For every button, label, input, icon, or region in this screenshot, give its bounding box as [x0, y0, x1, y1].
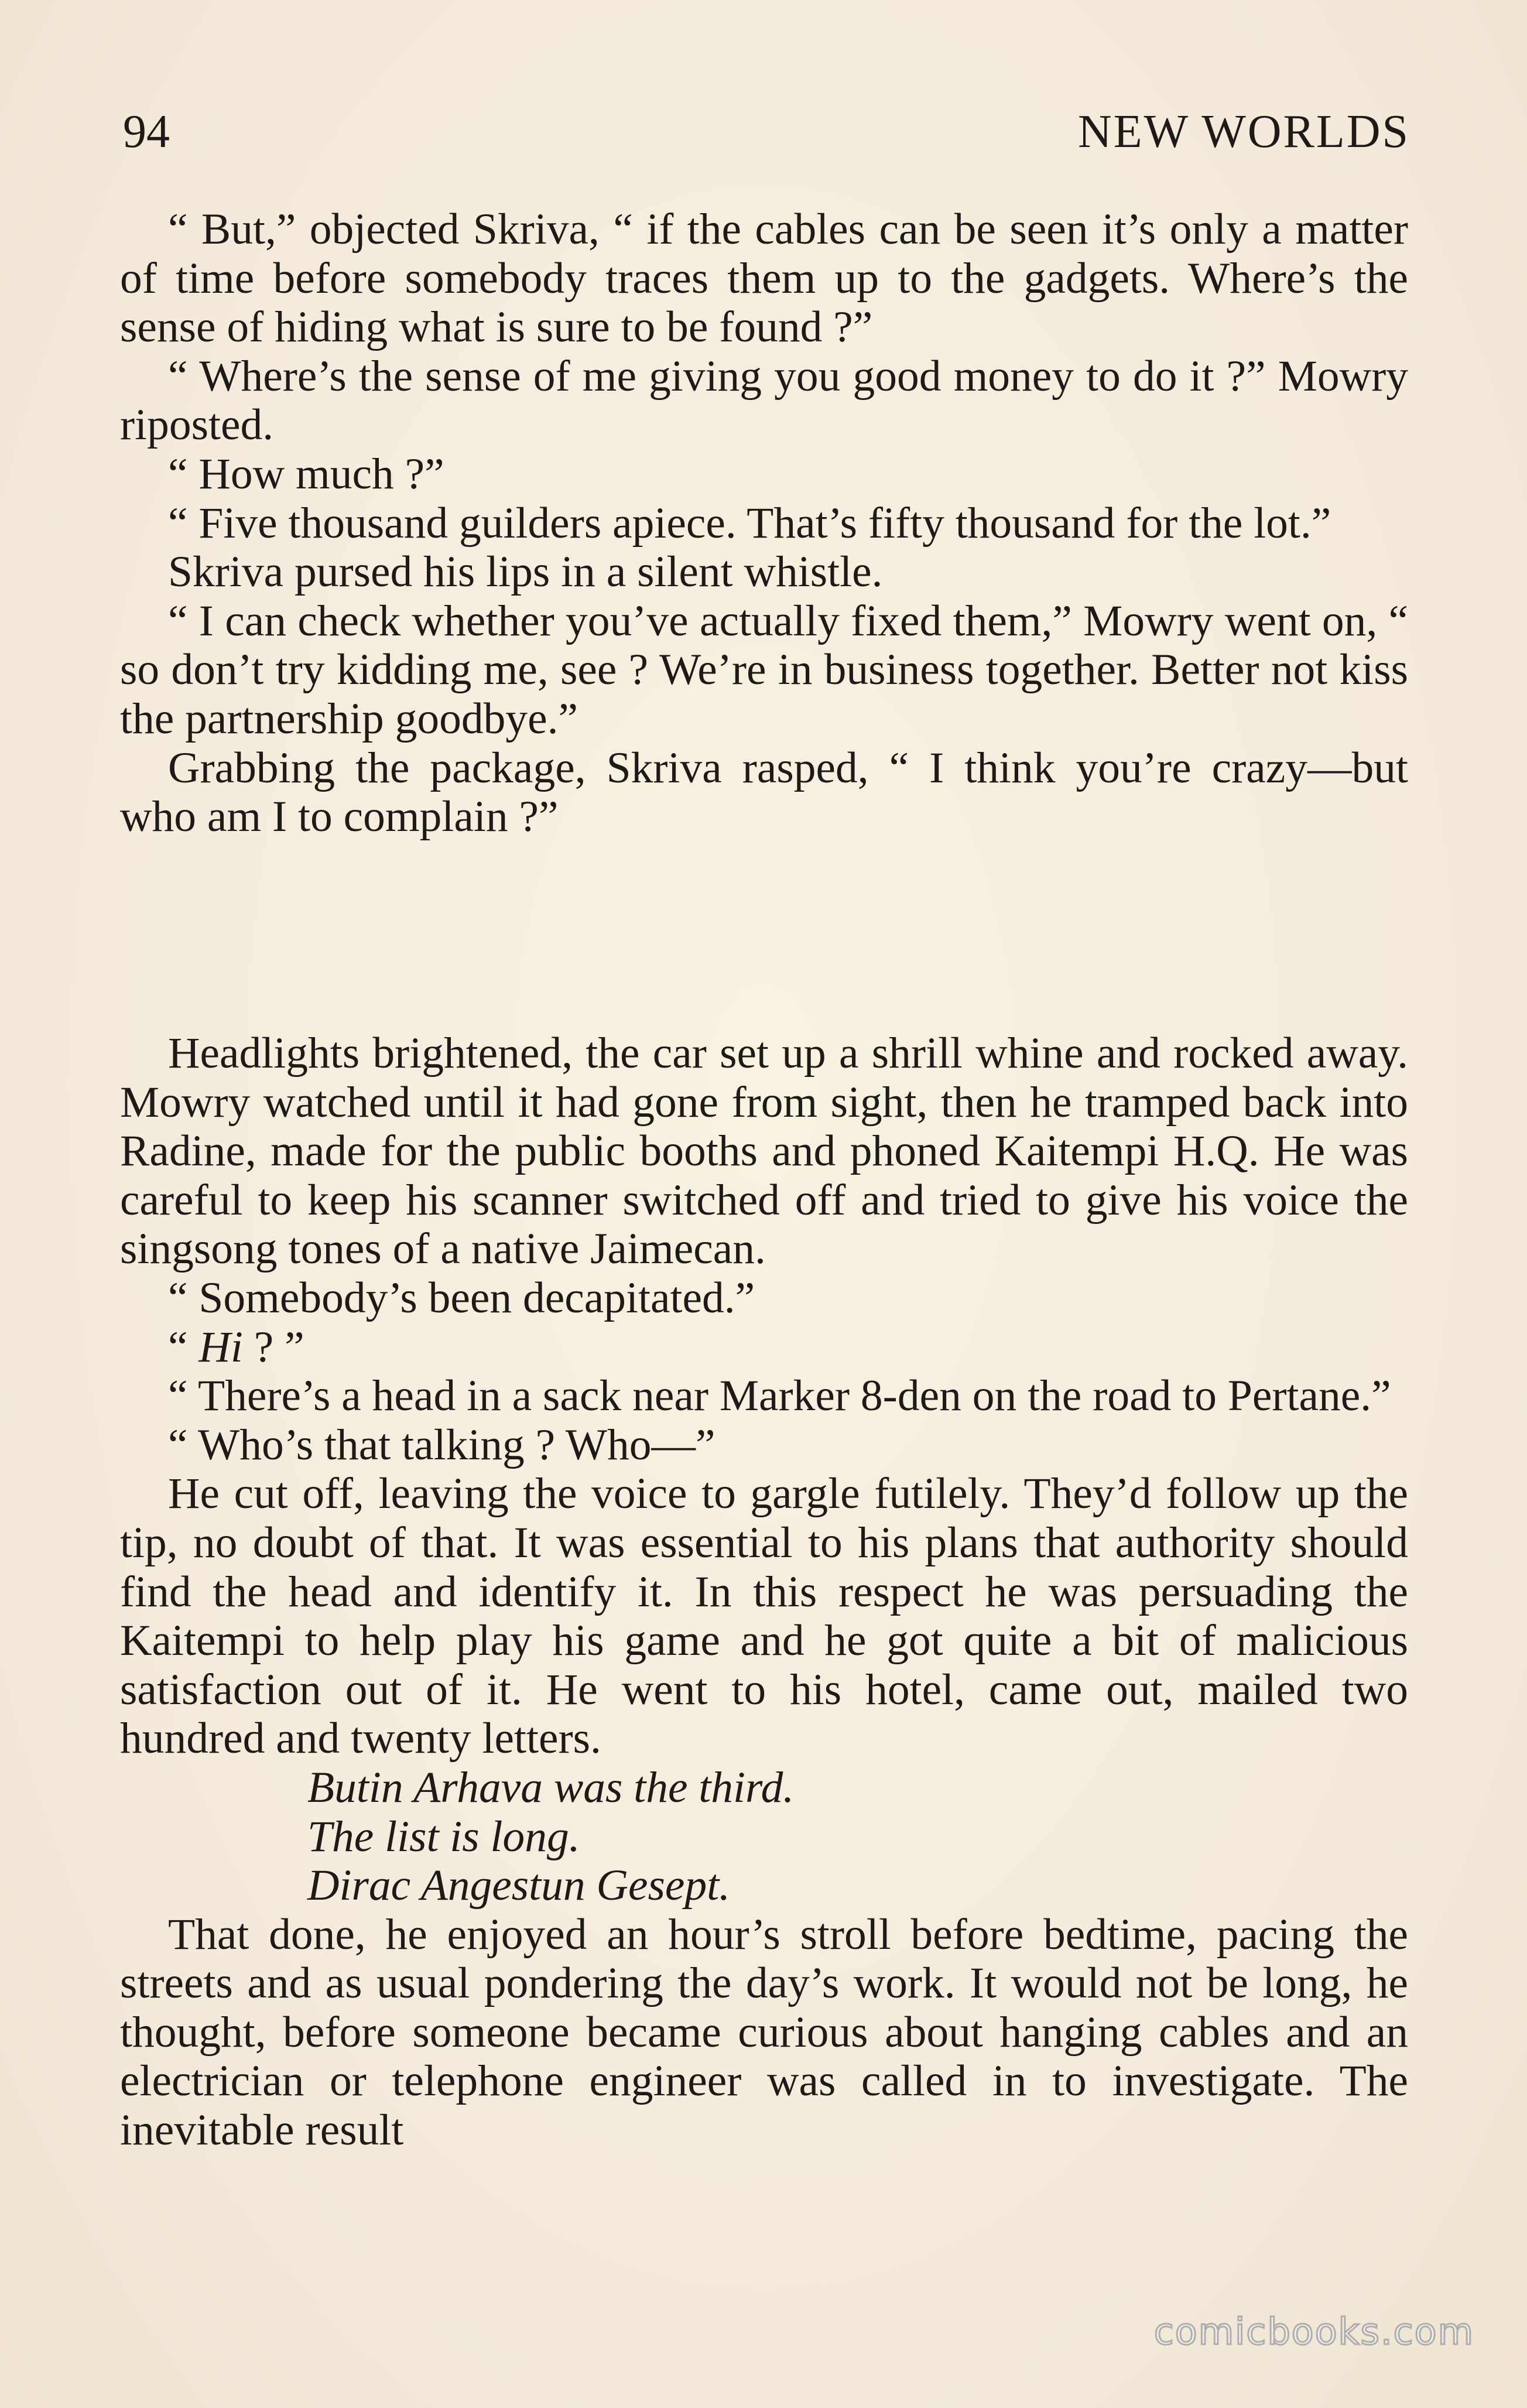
paragraph: “ But,” objected Skriva, “ if the cables can be seen it’s only a matter of time before somebody traces them up to the gadgets. Where’s the sense of hiding what is sure to be found ?”	[120, 205, 1408, 352]
quote-open: “	[168, 1322, 199, 1371]
paragraph: He cut off, leaving the voice to gargle futilely. They’d follow up the tip, no doubt of that. It was essential to his plans that authority should find the head and identify it. In this respect he was persuading the Kaitempi to help play his game and he got quite a bit of malicious satisfaction out of it. He went to his hotel, came out, mailed two hundred and twenty letters.	[120, 1469, 1408, 1763]
paragraph: “ Somebody’s been decapitated.”	[168, 1273, 755, 1322]
text-block-narrative	[120, 1029, 1408, 2155]
italic-word: Hi	[198, 1322, 243, 1371]
verse-line: Dirac Angestun Gesept.	[307, 1861, 731, 1910]
paragraph: “ Where’s the sense of me giving you good money to do it ?” Mowry riposted.	[120, 351, 1408, 450]
paragraph: Skriva pursed his lips in a silent whistle.	[168, 548, 883, 597]
text-block-dialogue	[120, 205, 1408, 842]
paragraph: “ Five thousand guilders apiece. That’s fifty thousand for the lot.”	[168, 498, 1331, 548]
paragraph-hi	[120, 1323, 1408, 1372]
paragraph: That done, he enjoyed an hour’s stroll before bedtime, pacing the streets and as usual pondering the day’s work. It would not be long, he thought, before someone became curious about hanging cables and an electrician or telephone engineer was called in to investigate. The inevitable result	[120, 1910, 1408, 2155]
paragraph: “ I can check whether you’ve actually fixed them,” Mowry went on, “ so don’t try kidding me, see ? We’re in business together. Better not kiss the partnership goodbye.”	[120, 596, 1408, 743]
paragraph: Headlights brightened, the car set up a shrill whine and rocked away. Mowry watched until it had gone from sight, then he tramped back into Radine, made for the public booths and phoned Kaitempi H.Q. He was careful to keep his scanner switched off and tried to give his voice the singsong tones of a native Jaimecan.	[120, 1029, 1408, 1274]
verse-line: The list is long.	[307, 1812, 580, 1861]
watermark: comicbooks.com	[1153, 2310, 1474, 2353]
page-header	[123, 100, 1410, 164]
running-head: NEW WORLDS	[1077, 106, 1410, 158]
paragraph: “ How much ?”	[168, 449, 444, 498]
paragraph: “ Who’s that talking ? Who—”	[168, 1420, 715, 1469]
page-number: 94	[123, 106, 170, 158]
verse-line: Butin Arhava was the third.	[307, 1763, 795, 1812]
paragraph: “ There’s a head in a sack near Marker 8-den on the road to Pertane.”	[168, 1371, 1391, 1421]
quote-close: ? ”	[242, 1322, 304, 1371]
paragraph: Grabbing the package, Skriva rasped, “ I think you’re crazy—but who am I to complain ?”	[120, 743, 1408, 842]
